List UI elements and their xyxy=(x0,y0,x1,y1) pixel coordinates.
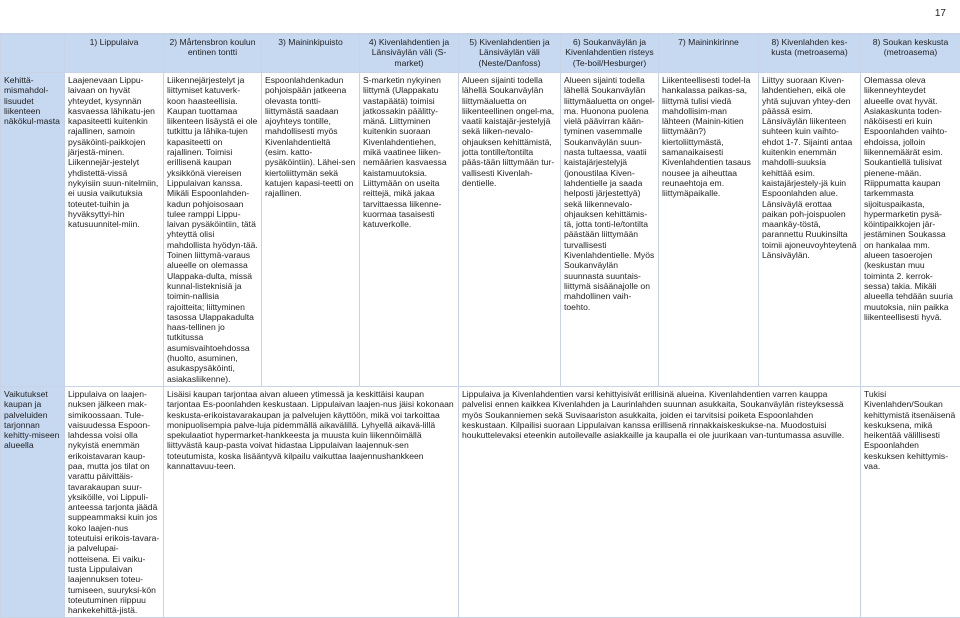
column-header: 7) Maininkirinne xyxy=(659,35,759,73)
table-cell: Lippulaiva on laajen-nuksen jälkeen mak-simikoossaan. Tule-vaisuudessa Espoon-lahdessa voisi olla nykyistä enemmän erikoistavaran kaup-paa, mutta jos tilat on varattu päivittäis-tavarakaupan suur-yksiköille, voi Lippuli-anteessa tarjonta jäädä suppeammaksi kuin jos koko laajen-nus toteutuisi erikois-tavara- ja palvelupai-notteisena. Ei vaiku-tusta Lippulaivan laajennuksen toteu-tumiseen, suuryksi-kön toteutuminen riippuu hankekehittä-jistä. xyxy=(65,386,164,618)
table-cell: Alueen sijainti todella lähellä Soukanväylän liittymäaluetta on ongel-ma. Huonona puolena vielä päävirran kään-tyminen vasemmalle Soukanväylän suun-nasta tultaessa, vaatii kaistajärjestelyjä (jonoustilaa Kiven-lahdentielle ja saada helposti järjestettyä) sekä liikennevalo-ohjauksen kehittämis-tä, jotta tonti-le/tontilta päästään liittymään turvallisesti Kivenlahdentielle. Myös Soukanväylän suunnasta suuntais-liittymä sisäänajolle on mahdollinen vaih-toehto. xyxy=(561,73,659,387)
column-header: 4) Kivenlahdentien ja Länsiväylän väli (S-market) xyxy=(360,35,459,73)
table-cell: S-marketin nykyinen liittymä (Ulappakatu vastapäätä) toimisi jatkossakin päälitty-mänä. Liittyminen kuitenkin suoraan Kivenlahdentiehen, mikä vaatinee liiken-nemäärien kasvaessa kaistamuutoksia. Liittymään on useita reittejä, mikä jakaa tarvittaessa liikenne-kuormaa tasaisesti katuverkolle. xyxy=(360,73,459,387)
row-header: Kehittä-mismahdol-lisuudet liikenteen näkökul-masta xyxy=(1,73,65,387)
table-cell: Liittyy suoraan Kiven-lahdentiehen, eikä ole yhtä sujuvan yhtey-den päässä esim. Länsiväylän liikenteen suhteen kuin vaihto-ehdot 1-7. Sijainti antaa kuitenkin enemmän mahdolli-suuksia kehittää esim. kaistajärjestely-jä kuin Espoonlahden alue. Länsiväylä erottaa paikan poh-joispuolen maankäy-töstä, parannettu Ruukinsilta toimii ajoneuvoyhteytenä Länsiväylän. xyxy=(759,73,861,387)
table-cell: Lisäisi kaupan tarjontaa aivan alueen ytimessä ja keskittäisi kaupan tarjontaa Es-poonlahden keskustaan. Lippulaivan laajen-nus jäisi kokonaan keskusta-erikoistavarakaupan ja palvelujen käyttöön, mikä voi tarkoittaa monipuolisempia palve-luja pidemmällä aikavälillä. Lyhyellä aikavä-lillä spekulaatiot hypermarket-hankkeesta ja muusta kuin liikennöimällä liittyvästä kaup-pasta voivat hidastaa Lippulaivan laajennuk-sen toteutumista, koska lisääntyvä kilpailu vaikuttaa laajennushankkeen kannattavuu-teen. xyxy=(164,386,459,618)
column-header: 8) Soukan keskusta (metroasema) xyxy=(861,35,960,73)
table-row xyxy=(1,386,960,618)
table-cell: Liikenteellisesti todel-la hankalassa paikas-sa, liittymä tulisi viedä mahdollisim-man lähteen (Mainin-kitien liittymään?) kiertoliittymästä, samanaikaisesti Kivenlahdentien tasaus nousee ja aiheuttaa reunaehtoja em. liittymäpaikalle. xyxy=(659,73,759,387)
table-cell: Olemassa oleva liikenneyhteydet alueelle ovat hyvät. Asiakaskunta toden-näköisesti eri kuin Espoonlahden vaihto-ehdoissa, jolloin liikennemäärät esim. Soukantiellä tulisivat pienene-mään. Riippumatta kaupan tarkemmasta sijoituspaikasta, hypermarketin pysä-köintipaikkojen jär-jestäminen Soukassa on hankalaa mm. alueen tasoerojen (keskustan muu toiminta 2. kerrok-sessa) takia. Mikäli alueella tehdään suuria muutoksia, niin paikka liikenteellisesti hyvä. xyxy=(861,73,960,387)
row-header: Vaikutukset kaupan ja palveluiden tarjonnan kehitty-miseen alueella xyxy=(1,386,65,618)
table-cell: Laajenevaan Lippu-laivaan on hyvät yhteydet, kysynnän kasvaessa lähikatu-jen kapasiteetti kuitenkin rajallinen, samoin pysäköinti-paikkojen järjestä-minen. Liikennejär-jestelyt yhdistettä-vissä nykyisiin suun-nitelmiin, ei uusia vaikutuksia toteutet-tuihin ja hyväksyttyi-hin katusuunnitel-miin. xyxy=(65,73,164,387)
header-row xyxy=(1,35,960,73)
table-row xyxy=(1,73,960,387)
table-cell: Espoonlahdenkadun pohjoispään jatkeena olevasta tontti-liittymästä saadaan ajoyhteys tontille, mahdollisesti myös Kivenlahdentieltä (esim. katto-pysäköintiin). Lähei-sen kiertoliittymän sekä katujen kapasi-teetti on rajallinen. xyxy=(262,73,360,387)
table-cell: Lippulaiva ja Kivenlahdentien varsi kehittyisivät erillisinä alueina. Kivenlahdentien varren kauppa palvelisi ennen kaikkea Kivenlahden ja Laurinlahden suunnan asukkaita, Soukanväylän risteyksessä myös Soukanniemen sekä Suvisaariston asukkaita, joiden ei tarvitsisi poiketa Espoonlahden keskustaan. Kilpailisi suoraan Lippulaivan kanssa erillisenä rinnakkaiskeskukse-na. Muodostuisi houkuttelevaksi eteenkin autoilevalle asiakkaille ja kaupalla ei ole juurikaan van-tuntumassa asuville. xyxy=(459,386,861,618)
column-header: 8) Kivenlahden kes-kusta (metroasema) xyxy=(759,35,861,73)
column-header: 3) Maininkipuisto xyxy=(262,35,360,73)
comparison-table xyxy=(0,34,960,618)
column-header: 2) Mårtensbron koulun entinen tontti xyxy=(164,35,262,73)
column-header: 1) Lippulaiva xyxy=(65,35,164,73)
corner-cell xyxy=(1,35,65,73)
page-number: 17 xyxy=(935,8,946,20)
table-cell: Tukisi Kivenlahden/Soukan kehittymistä itsenäisenä keskuksena, mikä heikentää välillisesti Espoonlahden keskuksen kehittymis-vaa. xyxy=(861,386,960,618)
table-cell: Alueen sijainti todella lähellä Soukanväylän liittymäaluetta on liikenteellinen ongel-ma, vaatii kaistajär-jestelyjä sekä liiken-nevalo-ohjauksen kehittämistä, jotta tontille/tontilta pääs-tään liittymään tur-vallisesti Kivenlah-dentielle. xyxy=(459,73,561,387)
table-cell: Liikennejärjestelyt ja liittymiset katuverk-koon haasteellisia. Kaupan tuottamaa liikenteen lisäystä ei ole tutkittu ja lähika-tujen kapasiteetti on rajallinen. Toimisi erillisenä kaupan yksikkönä viereisen Lippulaivan kanssa. Mikäli Espoonlahden-kadun pohjoisosaan tulee ramppi Lippu-laivan pysäköintiin, tätä yhteyttä olisi mahdollista hyödyn-tää. Toinen liittymä-varaus alueelle on olemassa Ulappaka-dulta, missä kunnal-listeknisiä ja toimin-nallisia rajoitteita; liittyminen tasossa Ulappakadulta haas-tellinen jo tutkitussa asumisvaihtoehdossa (huolto, asuminen, asukaspysäköinti, asiakasliikenne). xyxy=(164,73,262,387)
column-header: 5) Kivenlahdentien ja Länsiväylän väli (Neste/Danfoss) xyxy=(459,35,561,73)
column-header: 6) Soukanväylän ja Kivenlahdentien risteys (Te-boil/Hesburger) xyxy=(561,35,659,73)
